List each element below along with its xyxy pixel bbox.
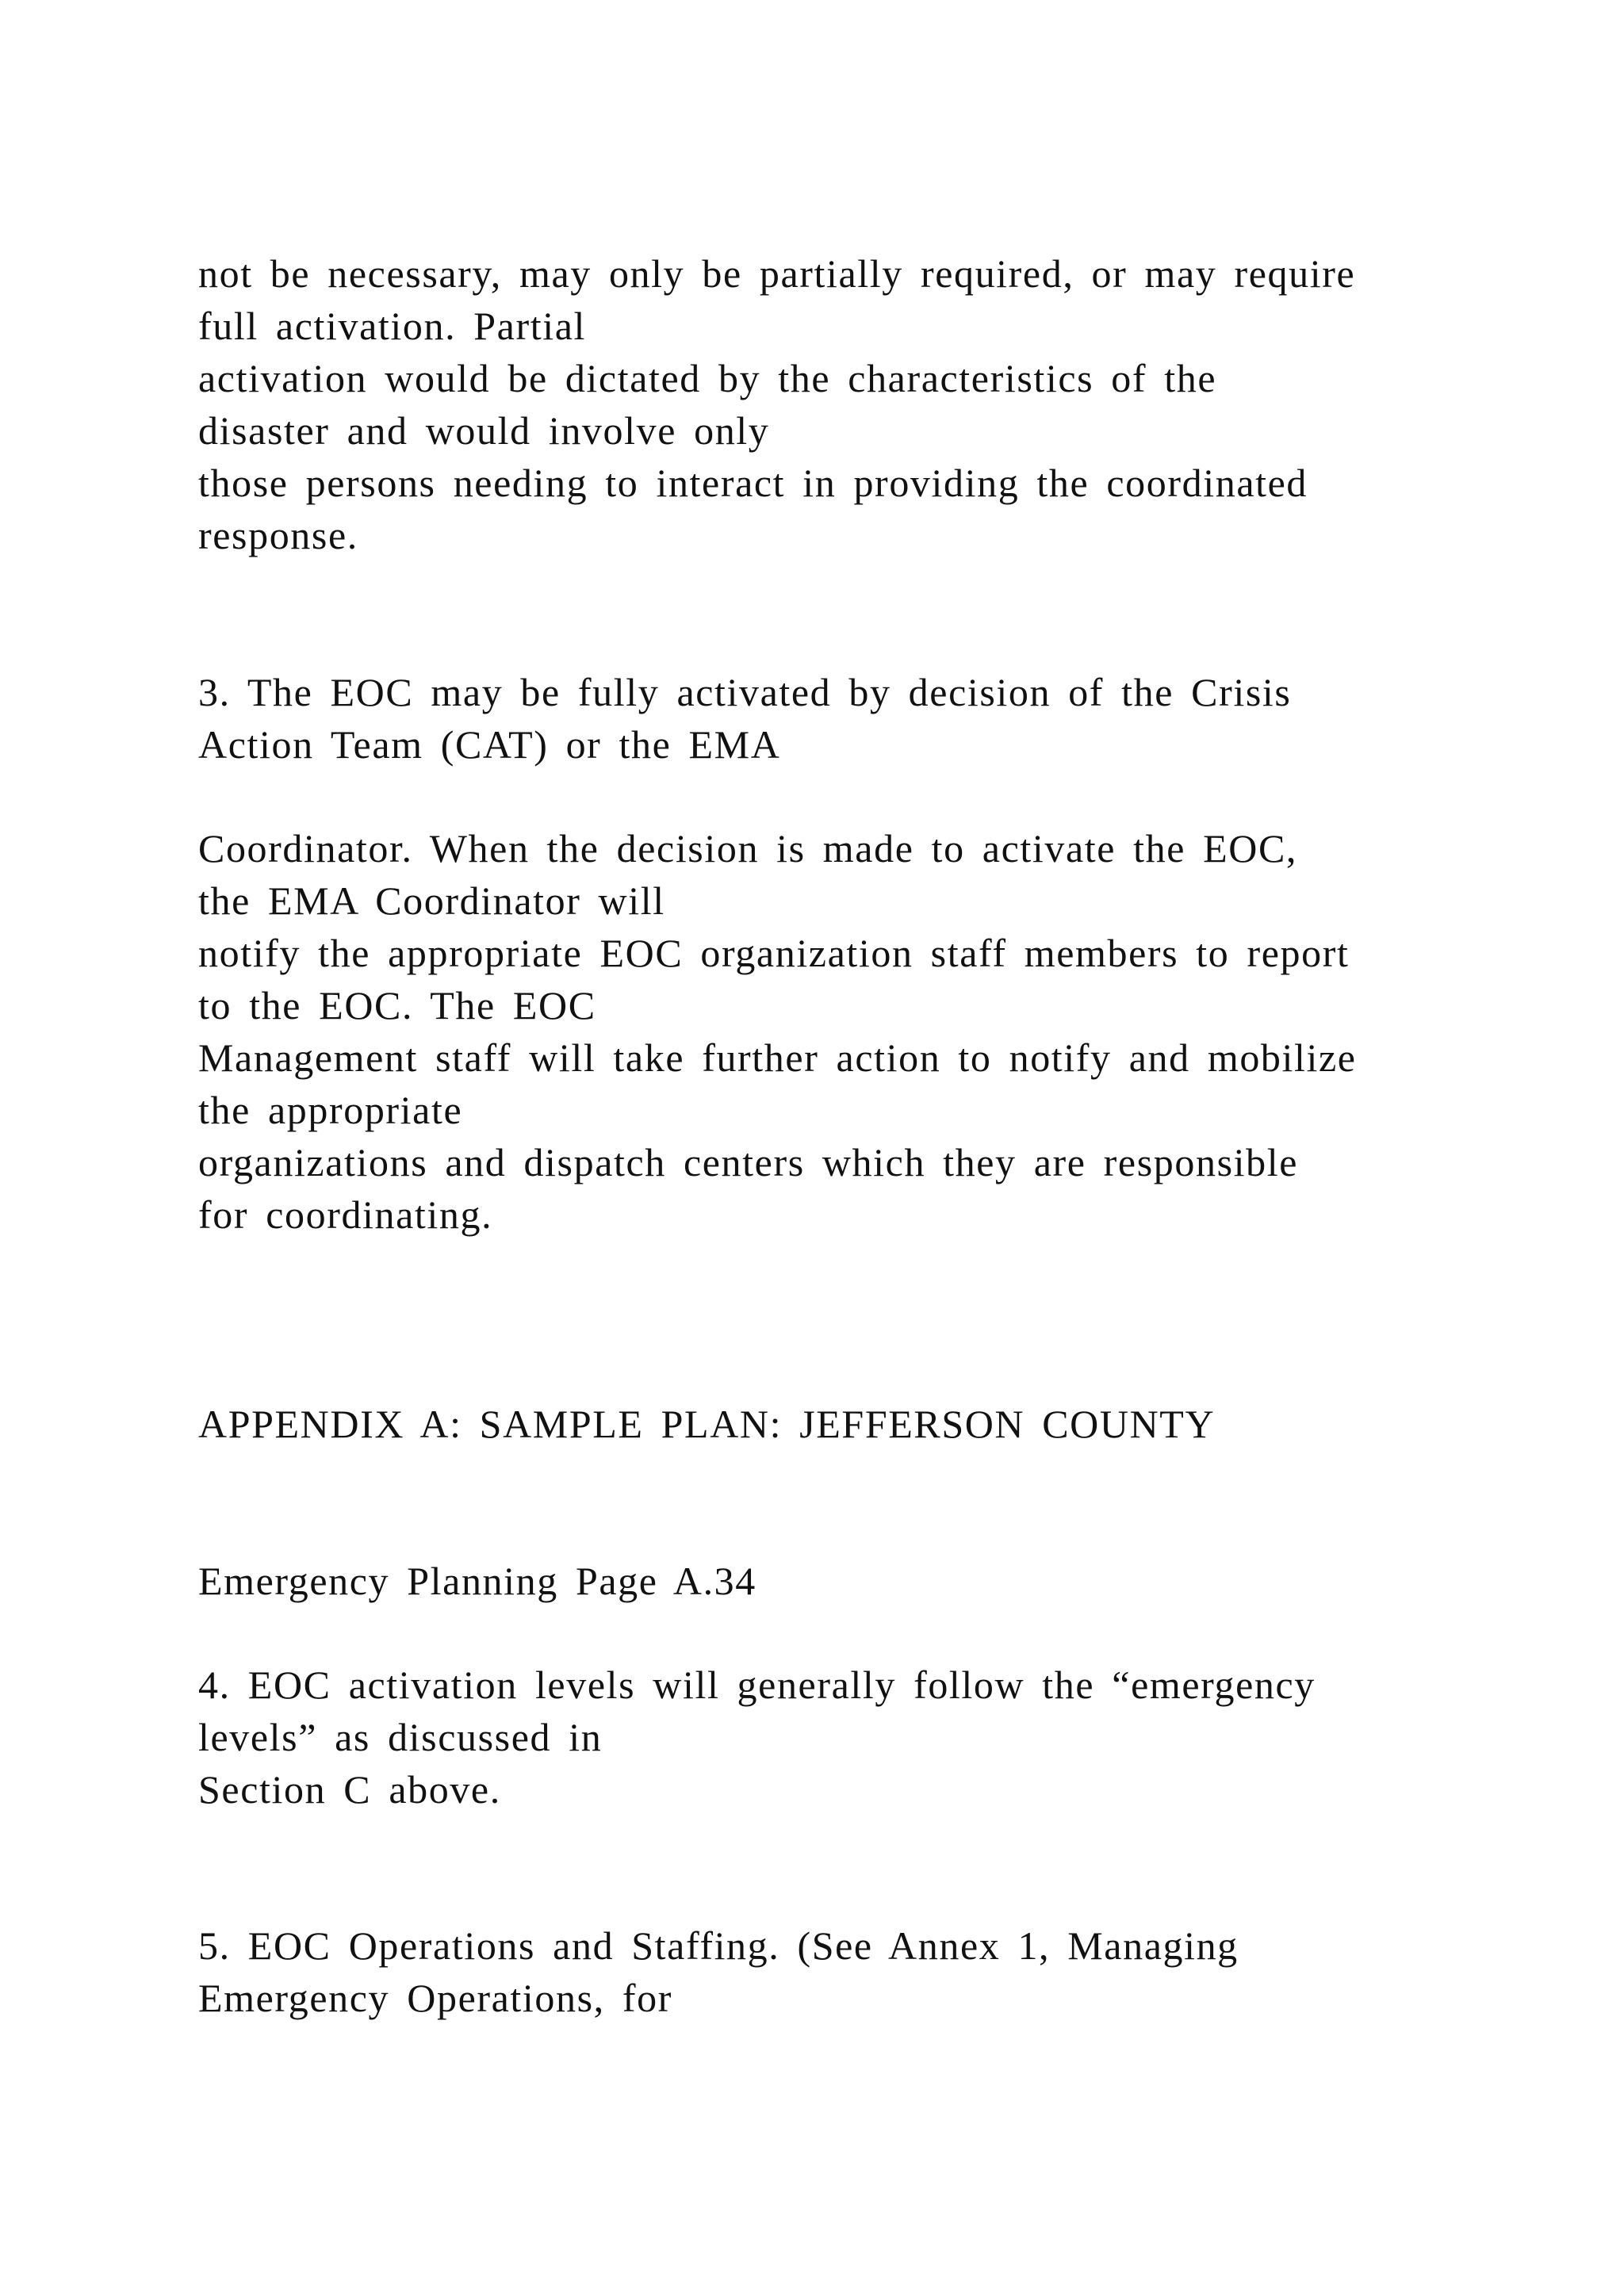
text-line: 3. The EOC may be fully activated by decision of the Crisis: [198, 670, 1292, 714]
text-line: disaster and would involve only: [198, 408, 770, 453]
text-line: Section C above.: [198, 1767, 501, 1812]
text-line: those persons needing to interact in providing the coordinated: [198, 461, 1308, 505]
text-line: to the EOC. The EOC: [198, 983, 596, 1027]
appendix-heading: APPENDIX A: SAMPLE PLAN: JEFFERSON COUNTY: [198, 1402, 1216, 1446]
text-line: activation would be dictated by the characteristics of the: [198, 356, 1217, 400]
text-line: for coordinating.: [198, 1192, 493, 1237]
text-line: notify the appropriate EOC organization staff members to report: [198, 931, 1350, 975]
text-line: Emergency Operations, for: [198, 1976, 672, 2020]
text-line: 4. EOC activation levels will generally follow the “emergency: [198, 1663, 1316, 1707]
text-line: organizations and dispatch centers which they are responsible: [198, 1140, 1298, 1184]
text-line: the EMA Coordinator will: [198, 878, 665, 923]
text-line: the appropriate: [198, 1088, 463, 1132]
text-line: response.: [198, 513, 358, 557]
text-line: levels” as discussed in: [198, 1715, 603, 1759]
page-footer: Emergency Planning Page A.34: [198, 1559, 756, 1603]
text-line: full activation. Partial: [198, 304, 586, 348]
text-line: Management staff will take further action to notify and mobilize: [198, 1035, 1357, 1080]
text-line: 5. EOC Operations and Staffing. (See Annex 1, Managing: [198, 1923, 1239, 1968]
text-line: not be necessary, may only be partially required, or may require: [198, 251, 1356, 296]
text-line: Coordinator. When the decision is made to activate the EOC,: [198, 826, 1298, 871]
text-line: Action Team (CAT) or the EMA: [198, 722, 781, 767]
